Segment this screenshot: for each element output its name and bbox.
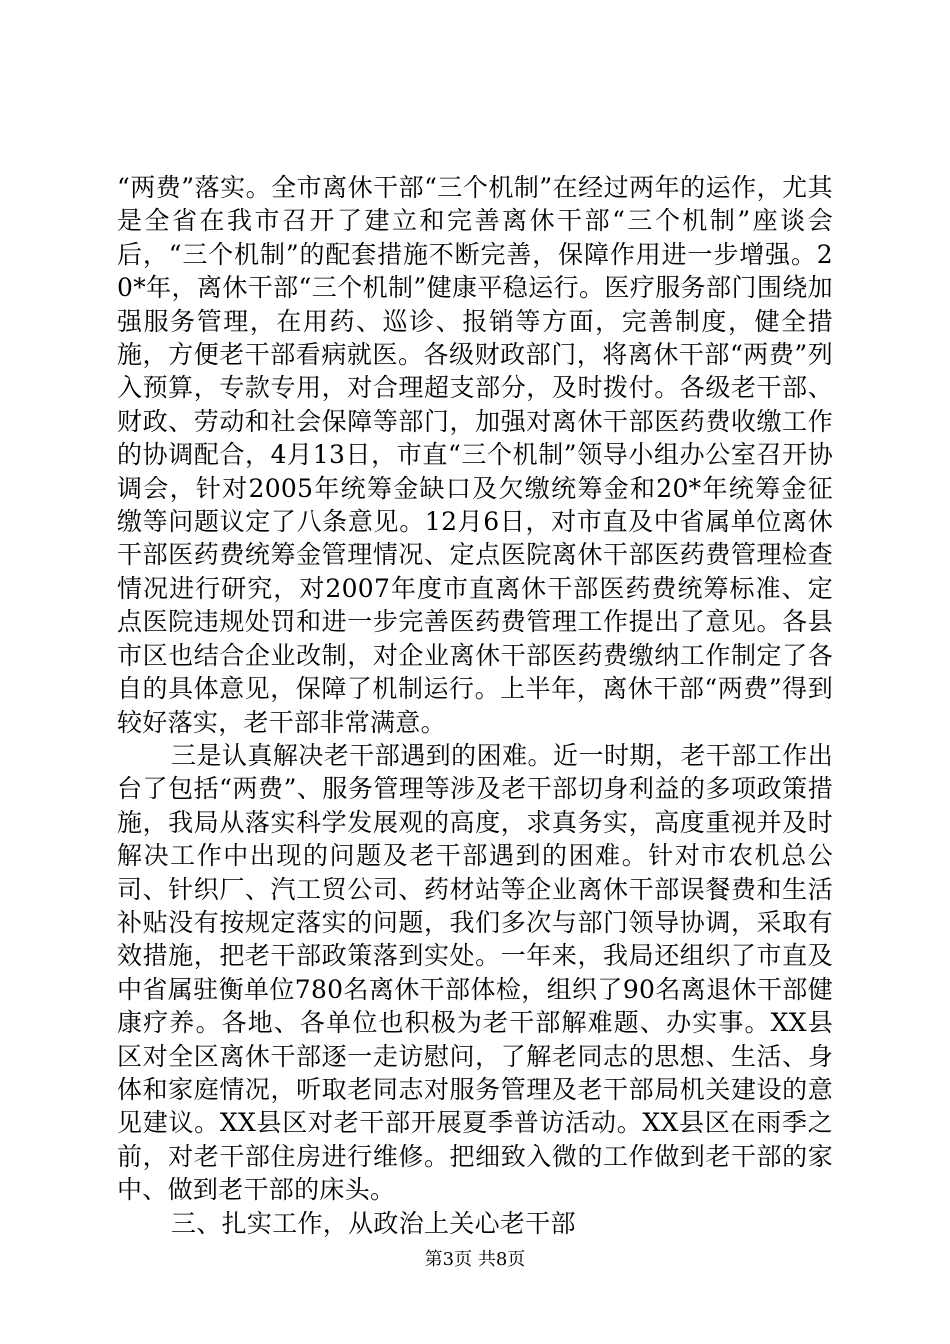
section-heading-political-care: 三、扎实工作，从政治上关心老干部 [171, 1208, 576, 1238]
page-number-footer: 第3页 共8页 [424, 1249, 526, 1270]
document-body [117, 171, 833, 1240]
paragraph-solve-difficulties: 三是认真解决老干部遇到的困难。近一时期，老干部工作出台了包括“两费”、服务管理等涉及老干部切身利益的多项政策措施，我局从落实科学发展观的高度，求真务实，高度重视并及时解决工作中出现的问题及老干部遇到的困难。针对市农机总公司、针织厂、汽工贸公司、药材站等企业离休干部误餐费和生活补贴没有按规定落实的问题，我们多次与部门领导协调，采取有效措施，把老干部政策落到实处。一年来，我局还组织了市直及中省属驻衡单位780名离休干部体检，组织了90名离退休干部健康疗养。各地、各单位也积极为老干部解难题、办实事。XX县区对全区离休干部逐一走访慰问，了解老同志的思想、生活、身体和家庭情况，听取老同志对服务管理及老干部局机关建设的意见建议。XX县区对老干部开展夏季普访活动。XX县区在雨季之前，对老干部住房进行维修。把细致入微的工作做到老干部的家中、做到老干部的床头。 [117, 740, 833, 1205]
paragraph-two-fees: “两费”落实。全市离休干部“三个机制”在经过两年的运作，尤其是全省在我市召开了建立和完善离休干部“三个机制”座谈会后，“三个机制”的配套措施不断完善，保障作用进一步增强。20*年，离休干部“三个机制”健康平稳运行。医疗服务部门围绕加强服务管理，在用药、巡诊、报销等方面，完善制度，健全措施，方便老干部看病就医。各级财政部门，将离休干部“两费”列入预算，专款专用，对合理超支部分，及时拨付。各级老干部、财政、劳动和社会保障等部门，加强对离休干部医药费收缴工作的协调配合，4月13日，市直“三个机制”领导小组办公室召开协调会，针对2005年统筹金缺口及欠缴统筹金和20*年统筹金征缴等问题议定了八条意见。12月6日，对市直及中省属单位离休干部医药费统筹金管理情况、定点医院离休干部医药费管理检查情况进行研究，对2007年度市直离休干部医药费统筹标准、定点医院违规处罚和进一步完善医药费管理工作提出了意见。各县市区也结合企业改制，对企业离休干部医药费缴纳工作制定了各自的具体意见，保障了机制运行。上半年，离休干部“两费”得到较好落实，老干部非常满意。 [117, 173, 833, 737]
